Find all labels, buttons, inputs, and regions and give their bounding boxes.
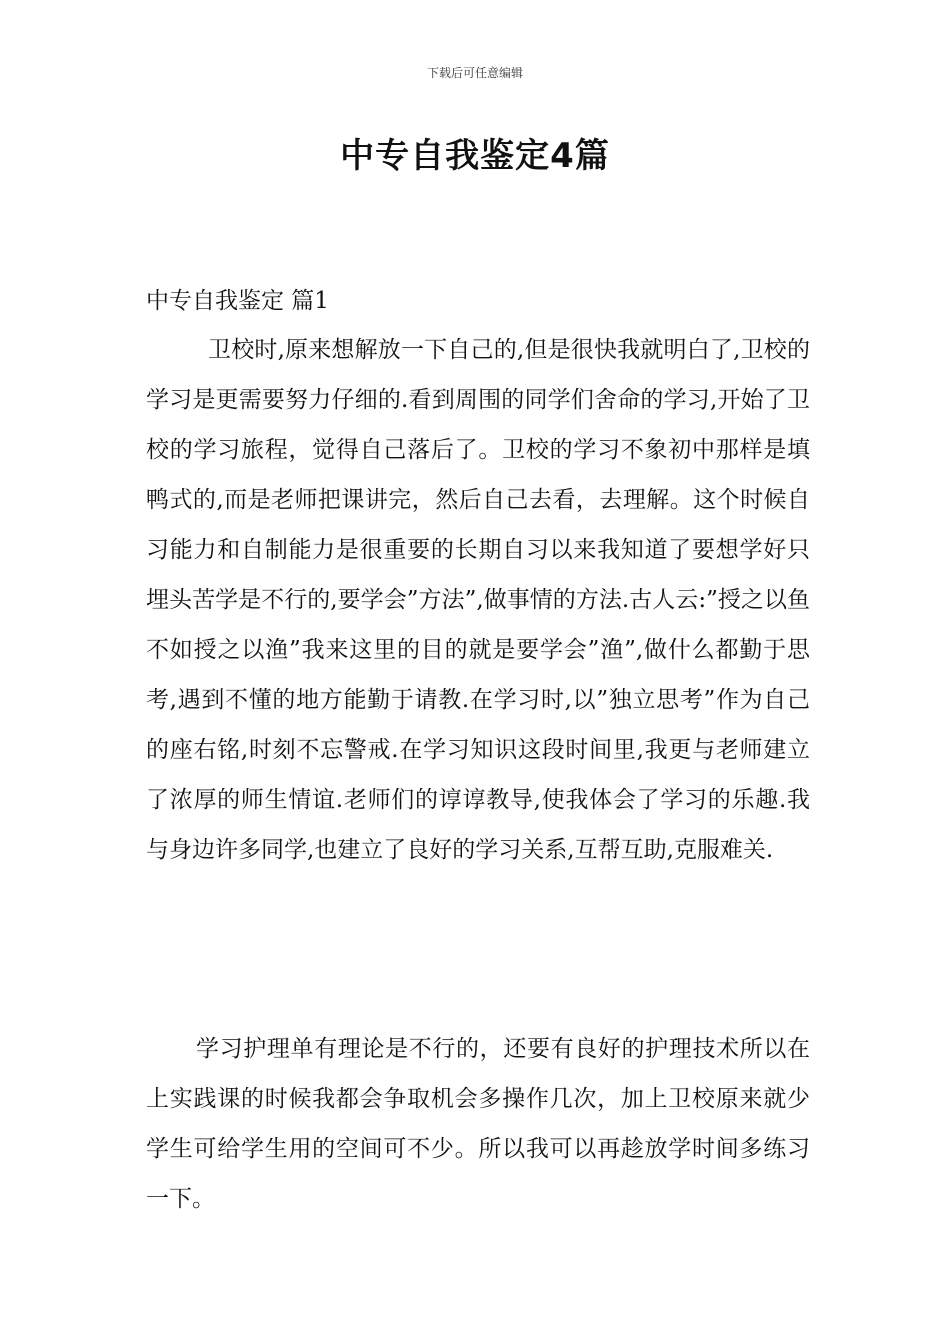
body-paragraph-1: 卫校时,原来想解放一下自己的,但是很快我就明白了,卫校的学习是更需要努力仔细的.看到周围的同学们舍命的学习,开始了卫校的学习旅程，觉得自己落后了。卫校的学习不象初中那样是填鸭式的,而是老师把课讲完，然后自己去看，去理解。这个时候自习能力和自制能力是很重要的长期自习以来我知道了要想学好只埋头苦学是不行的,要学会”方法”,做事情的方法.古人云:”授之以鱼不如授之以渔”我来这里的目的就是要学会”渔”,做什么都勤于思考,遇到不懂的地方能勤于请教.在学习时,以”独立思考”作为自己的座右铭,时刻不忘警戒.在学习知识这段时间里,我更与老师建立了浓厚的师生情谊.老师们的谆谆教导,使我体会了学习的乐趣.我与身边许多同学,也建立了良好的学习关系,互帮互助,克服难关. <box>146 337 810 863</box>
document-title: 中专自我鉴定4篇 <box>340 136 610 176</box>
body-paragraph-2: 学习护理单有理论是不行的，还要有良好的护理技术所以在上实践课的时候我都会争取机会多操作几次，加上卫校原来就少学生可给学生用的空间可不少。所以我可以再趁放学时间多练习一下。 <box>146 1036 810 1212</box>
header-note: 下载后可任意编辑 <box>426 66 523 80</box>
section-heading: 中专自我鉴定 篇1 <box>146 288 329 314</box>
